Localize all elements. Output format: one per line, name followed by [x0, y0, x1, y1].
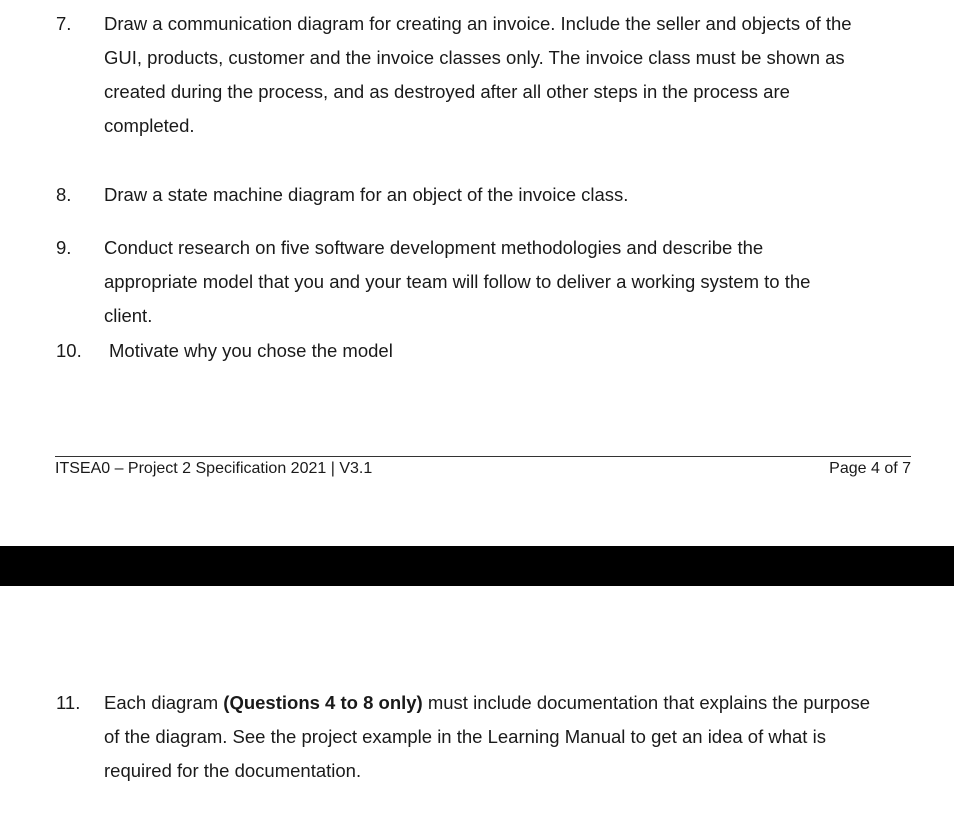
question-text-line: of the diagram. See the project example in the Learning Manual to get an idea of what is — [104, 726, 826, 747]
question-text — [104, 7, 919, 143]
question-text-line: appropriate model that you and your team will follow to deliver a working system to the — [104, 271, 811, 292]
question-number: 9. — [56, 237, 72, 258]
question-text-suffix: must include documentation that explains the purpose — [422, 692, 871, 713]
question-number: 11. — [56, 692, 81, 713]
footer-page-number: Page 4 of 7 — [829, 460, 911, 477]
question-text-line — [104, 686, 919, 720]
question-text-line: Draw a state machine diagram for an object of the invoice class. — [104, 184, 629, 205]
question-number: 8. — [56, 184, 72, 205]
question-number: 10. — [56, 340, 82, 361]
question-text-line: completed. — [104, 115, 195, 136]
question-text-line: client. — [104, 305, 153, 326]
question-text-prefix: Each diagram — [104, 692, 224, 713]
question-number: 7. — [56, 13, 72, 34]
question-text — [104, 686, 919, 788]
question-text-emphasis: (Questions 4 to 8 only) — [223, 692, 423, 713]
question-text — [104, 178, 919, 212]
question-text-line: Draw a communication diagram for creating an invoice. Include the seller and objects of the — [104, 13, 852, 34]
page-footer — [55, 456, 911, 487]
question-text-line: Motivate why you chose the model — [109, 340, 393, 361]
page-break-bar — [0, 546, 954, 586]
question-text-line: Conduct research on five software development methodologies and describe the — [104, 237, 764, 258]
footer-document-title: ITSEA0 – Project 2 Specification 2021 | V3.1 — [55, 460, 373, 477]
question-text-line: required for the documentation. — [104, 760, 362, 781]
question-text-line: created during the process, and as destroyed after all other steps in the process are — [104, 81, 790, 102]
question-text — [109, 334, 924, 368]
question-text-line: GUI, products, customer and the invoice classes only. The invoice class must be shown as — [104, 47, 845, 68]
question-text — [104, 231, 919, 333]
